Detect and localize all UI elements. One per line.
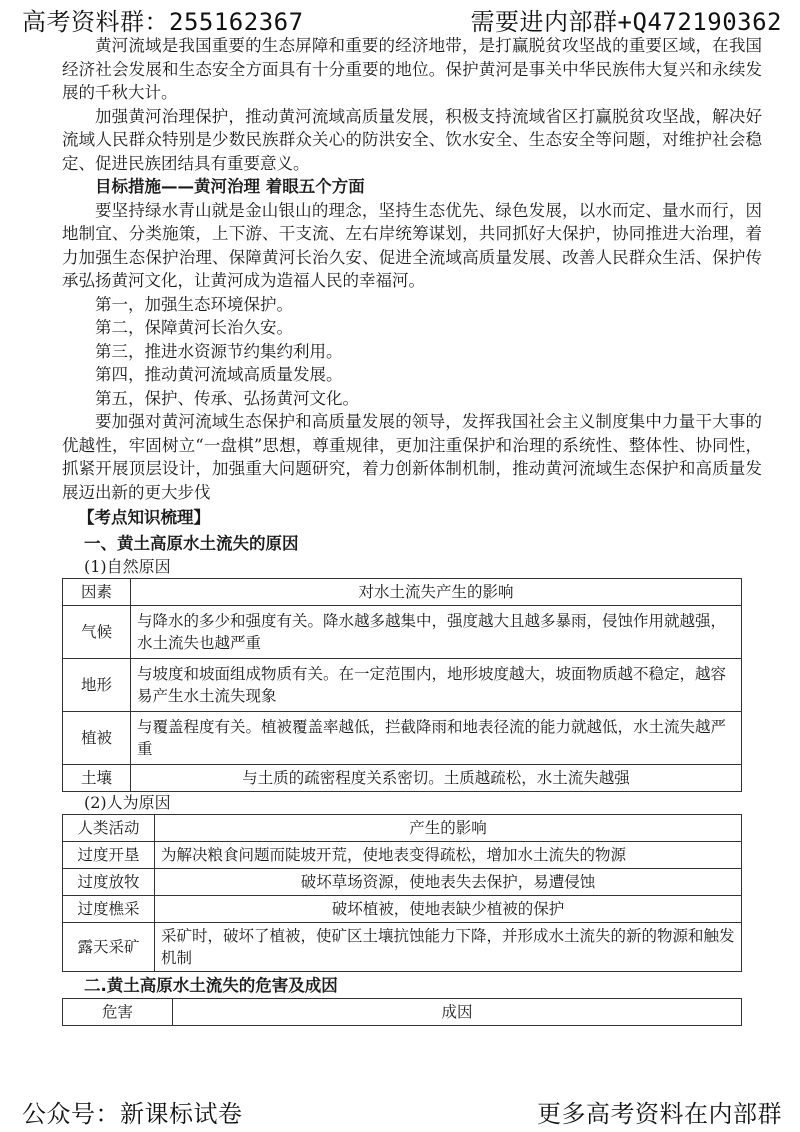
measures-paragraph: 要坚持绿水青山就是金山银山的理念，坚持生态优先、绿色发展，以水而定、量水而行，因地制宜、分类施策，上下游、干支流、左右岸统筹谋划，共同抓好大保护，协同推进大治理，着力加强生态保护治理、保障黄河长治久安、促进全流域高质量发展、改善人民群众生活、保护传承弘扬黄河文化，让黄河成为造福人民的幸福河。	[62, 200, 762, 290]
measure-item: 第二，保障黄河长治久安。	[95, 318, 293, 337]
footer-wechat: 公众号：新课标试卷	[22, 1099, 243, 1128]
measure-item: 第四，推动黄河流域高质量发展。	[95, 365, 343, 384]
header-contact: 需要进内部群+Q472190362	[470, 7, 782, 36]
human-causes-table	[62, 814, 742, 972]
natural-causes-subtitle: (1)自然原因	[84, 557, 171, 576]
impact-cell: 为解决粮食问题而陡坡开荒，使地表变得疏松，增加水土流失的物源	[155, 842, 742, 869]
page-footer	[22, 1094, 782, 1128]
factor-cell: 气候	[63, 606, 131, 659]
activity-cell: 过度放牧	[63, 869, 155, 896]
intro-paragraph: 黄河流域是我国重要的生态屏障和重要的经济地带，是打赢脱贫攻坚战的重要区域，在我国经济社会发展和生态安全方面具有十分重要的地位。保护黄河是事关中华民族伟大复兴和永续发展的千秋大计。	[62, 36, 762, 102]
activity-cell: 过度开垦	[63, 842, 155, 869]
table-header-cell: 人类活动	[63, 815, 155, 842]
document-body	[62, 34, 762, 1026]
table-header-cell: 对水土流失产生的影响	[131, 579, 742, 606]
human-causes-subtitle: (2)人为原因	[84, 793, 171, 812]
activity-cell: 过度樵采	[63, 896, 155, 923]
impact-cell: 破坏植被，使地表缺少植被的保护	[155, 896, 742, 923]
table-header-row	[63, 999, 742, 1026]
header-group-number: 高考资料群：255162367	[22, 7, 304, 36]
table-header-cell: 成因	[173, 999, 742, 1026]
effect-cell: 与土质的疏密程度关系密切。土质越疏松，水土流失越强	[131, 765, 742, 792]
harm-causes-table	[62, 998, 742, 1026]
table-row	[63, 712, 742, 765]
table-row	[63, 923, 742, 972]
section-1-title: 一、黄土高原水土流失的原因	[84, 534, 299, 553]
impact-cell: 采矿时，破坏了植被，使矿区土壤抗蚀能力下降，并形成水土流失的新的物源和触发机制	[155, 923, 742, 972]
table-header-row	[63, 815, 742, 842]
table-row	[63, 896, 742, 923]
table-row	[63, 606, 742, 659]
factor-cell: 地形	[63, 659, 131, 712]
footer-note: 更多高考资料在内部群	[537, 1099, 782, 1128]
measures-closing: 要加强对黄河流域生态保护和高质量发展的领导，发挥我国社会主义制度集中力量干大事的优越性，牢固树立“一盘棋”思想，尊重规律，更加注重保护和治理的系统性、整体性、协同性，抓紧开展顶层设计，加强重大问题研究，着力创新体制机制，推动黄河流域生态保护和高质量发展迈出新的更大步伐	[62, 412, 762, 502]
knowledge-title: 【考点知识梳理】	[78, 508, 210, 527]
impact-cell: 破坏草场资源，使地表失去保护，易遭侵蚀	[155, 869, 742, 896]
effect-cell: 与降水的多少和强度有关。降水越多越集中，强度越大且越多暴雨，侵蚀作用就越强，水土流失也越严重	[131, 606, 742, 659]
effect-cell: 与坡度和坡面组成物质有关。在一定范围内，地形坡度越大，坡面物质越不稳定，越容易产生水土流失现象	[131, 659, 742, 712]
factor-cell: 植被	[63, 712, 131, 765]
measures-heading: 目标措施——黄河治理 着眼五个方面	[95, 177, 365, 196]
activity-cell: 露天采矿	[63, 923, 155, 972]
table-row	[63, 842, 742, 869]
effect-cell: 与覆盖程度有关。植被覆盖率越低，拦截降雨和地表径流的能力就越低，水土流失越严重	[131, 712, 742, 765]
table-header-cell: 危害	[63, 999, 173, 1026]
measure-item: 第三，推进水资源节约集约利用。	[95, 341, 343, 361]
page-header	[22, 2, 782, 36]
table-header-cell: 因素	[63, 579, 131, 606]
table-header-row	[63, 579, 742, 606]
intro-paragraph: 加强黄河治理保护，推动黄河流域高质量发展，积极支持流域省区打赢脱贫攻坚战，解决好流域人民群众特别是少数民族群众关心的防洪安全、饮水安全、生态安全等问题，对维护社会稳定、促进民族团结具有重要意义。	[62, 106, 762, 173]
measure-item: 第五，保护、传承、弘扬黄河文化。	[95, 388, 359, 408]
section-2-title: 二.黄土高原水土流失的危害及成因	[84, 976, 338, 995]
measure-item: 第一，加强生态环境保护。	[95, 294, 293, 314]
table-row	[63, 765, 742, 792]
factor-cell: 土壤	[63, 765, 131, 792]
natural-causes-table	[62, 578, 742, 792]
table-row	[63, 659, 742, 712]
table-row	[63, 869, 742, 896]
table-header-cell: 产生的影响	[155, 815, 742, 842]
